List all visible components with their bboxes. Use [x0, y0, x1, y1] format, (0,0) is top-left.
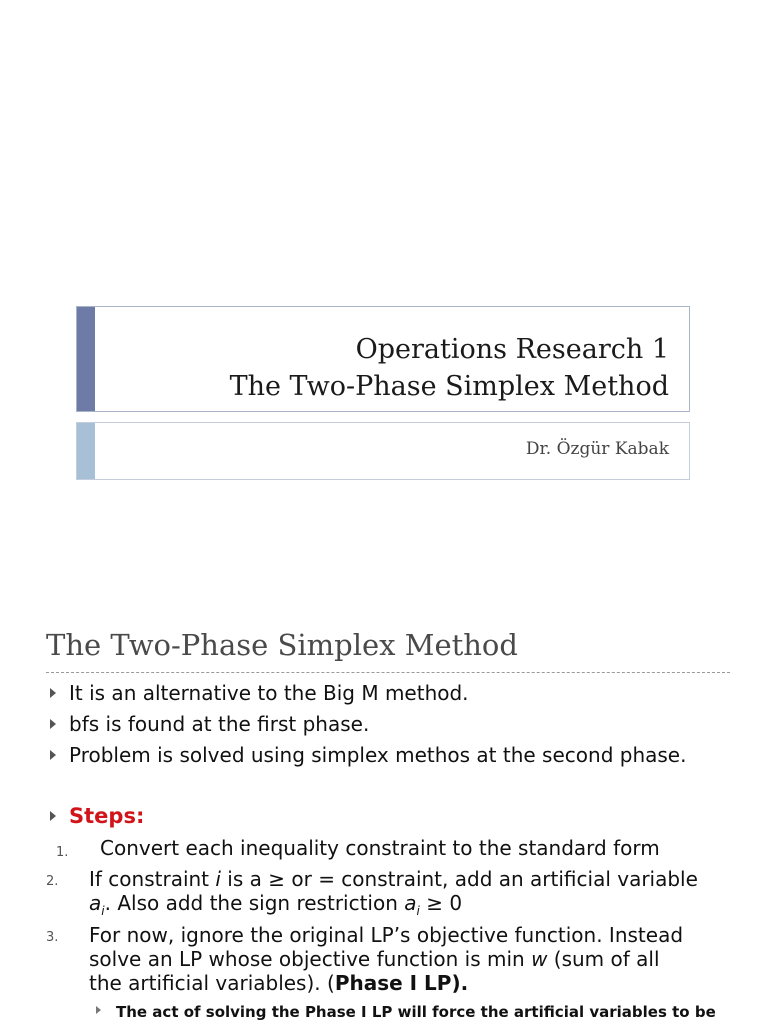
- step-1-text: Convert each inequality constraint to the standard form: [100, 836, 660, 860]
- step-3-line-2: solve an LP whose objective function is min w (sum of all: [89, 947, 660, 971]
- title-box: [76, 306, 690, 412]
- step-2-line-2: $a_i$. Also add the sign restriction $a_i \ge 0$: [89, 891, 463, 918]
- step-number-3: 3.: [46, 930, 59, 945]
- author-name: Dr. Özgür Kabak: [525, 439, 669, 459]
- title-line-1: Operations Research 1: [355, 334, 669, 365]
- slide-title: [230, 331, 669, 405]
- bullet-item-1: It is an alternative to the Big M method.: [69, 681, 469, 705]
- step-3-line-3: the artificial variables). (Phase I LP).: [89, 971, 469, 995]
- bullet-arrow-icon: [50, 719, 56, 729]
- sub-bullet-arrow-icon: [96, 1006, 101, 1014]
- subtitle-accent-bar: [77, 423, 95, 479]
- step-number-1: 1.: [56, 845, 69, 860]
- content-slide: [0, 560, 768, 1024]
- title-line-2: The Two-Phase Simplex Method: [229, 371, 669, 402]
- bullet-arrow-icon: [50, 811, 56, 821]
- step-number-2: 2.: [46, 874, 59, 889]
- slide-heading: The Two-Phase Simplex Method: [46, 628, 518, 662]
- steps-label: Steps:: [69, 804, 145, 828]
- subtitle-box: [76, 422, 690, 480]
- heading-divider: [46, 672, 730, 673]
- bullet-item-2: bfs is found at the first phase.: [69, 712, 370, 736]
- bullet-arrow-icon: [50, 750, 56, 760]
- title-accent-bar: [77, 307, 95, 411]
- step-3-line-1: For now, ignore the original LP’s objective function. Instead: [89, 923, 684, 947]
- sub-bullet-item: The act of solving the Phase I LP will force the artificial variables to be: [116, 1003, 716, 1021]
- bullet-arrow-icon: [50, 688, 56, 698]
- step-2-line-1: If constraint i is a ≥ or = constraint, add an artificial variable: [89, 867, 698, 891]
- bullet-item-3: Problem is solved using simplex methos at the second phase.: [69, 743, 687, 767]
